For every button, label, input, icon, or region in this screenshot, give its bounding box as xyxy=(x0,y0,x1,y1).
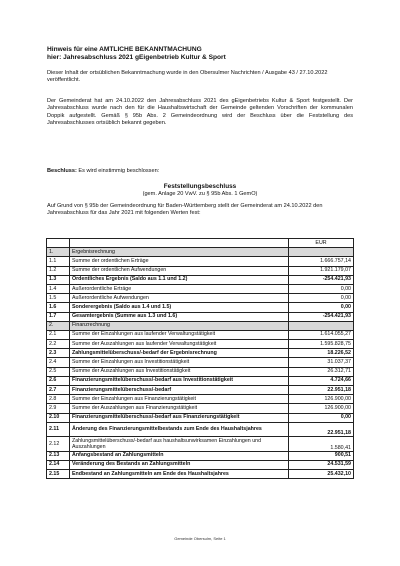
row-value: 0,00 xyxy=(289,413,354,422)
row-value: 4.724,66 xyxy=(289,376,354,385)
row-number: 1.6 xyxy=(47,303,70,312)
row-label: Sonderergebnis (Saldo aus 1.4 und 1.5) xyxy=(70,303,289,312)
header-line-2: hier: Jahresabschluss 2021 gEigenbetrieb Kultur & Sport xyxy=(47,54,226,62)
table-row xyxy=(47,437,354,451)
row-value: 1.614.055,27 xyxy=(289,330,354,339)
page-footer: Gemeinde Obersulm, Seite 1 xyxy=(174,536,226,541)
row-number: 1. xyxy=(47,248,70,257)
row-value: 1.921.179,07 xyxy=(289,266,354,275)
table-row xyxy=(47,413,354,422)
table-row xyxy=(47,367,354,376)
row-number: 2.10 xyxy=(47,413,70,422)
row-label: Summe der Auszahlungen aus laufender Verwaltungstätigkeit xyxy=(70,340,289,349)
table-row xyxy=(47,469,354,478)
row-label: Summe der ordentlichen Aufwendungen xyxy=(70,266,289,275)
table-row xyxy=(47,257,354,266)
table-header-row xyxy=(47,239,354,248)
row-label: Finanzierungsmittelüberschuss/-bedarf aus Investitionstätigkeit xyxy=(70,376,289,385)
row-value: 24.531,59 xyxy=(289,460,354,469)
row-label: Finanzierungsmittelüberschuss/-bedarf xyxy=(70,386,289,395)
resolution-paragraph: Auf Grund von § 95b der Gemeindeordnung für Baden-Württemberg stellt der Gemeinderat am 24.10.2022 den Jahresabschluss für das Jahr 2021 mit folgenden Werten fest: xyxy=(47,203,323,217)
row-label: Gesamtergebnis (Summe aus 1.3 und 1.6) xyxy=(70,312,289,321)
row-label: Außerordentliche Aufwendungen xyxy=(70,294,289,303)
intro-paragraph: Dieser Inhalt der ortsüblichen Bekanntmachung wurde in den Obersulmer Nachrichten / Ausgabe 43 / 27.10.2022 veröffentlicht. xyxy=(47,70,328,84)
table-row xyxy=(47,266,354,275)
table-row xyxy=(47,294,354,303)
row-label: Änderung des Finanzierungsmittelbestands zum Ende des Haushaltsjahres xyxy=(70,422,289,436)
row-value: 0,00 xyxy=(289,303,354,312)
row-number: 2.12 xyxy=(47,437,70,451)
row-label: Veränderung des Bestands an Zahlungsmitteln xyxy=(70,460,289,469)
currency-header: EUR xyxy=(289,239,354,248)
row-value xyxy=(289,321,354,330)
table-row xyxy=(47,312,354,321)
table-row xyxy=(47,460,354,469)
row-value: 22.951,18 xyxy=(289,422,354,436)
table-section-row xyxy=(47,321,354,330)
row-number: 1.4 xyxy=(47,284,70,293)
table-section-row xyxy=(47,248,354,257)
row-number: 1.2 xyxy=(47,266,70,275)
row-value: 900,51 xyxy=(289,451,354,460)
row-number: 1.5 xyxy=(47,294,70,303)
table-row xyxy=(47,303,354,312)
row-value: 1.595.828,75 xyxy=(289,340,354,349)
row-label: Außerordentliche Erträge xyxy=(70,284,289,293)
row-number: 2.1 xyxy=(47,330,70,339)
table-row xyxy=(47,386,354,395)
row-number: 2.6 xyxy=(47,376,70,385)
decision-paragraph: Der Gemeinderat hat am 24.10.2022 den Jahresabschluss 2021 des gEigenbetriebs Kultur & Sport festgestellt. Der Jahresabschluss wurde nach den für die Haushaltswirtschaft der Gemeinde geltenden Vorschriften der kommunalen Doppik aufgestellt. Gemäß § 95b Abs. 2 Gemeindeordnung wird der Beschluss über die Feststellung des Jahresabschlusses ortsüblich bekannt gegeben. xyxy=(47,98,353,127)
resolution-text: Es wird einstimmig beschlossen: xyxy=(76,168,160,174)
row-label: Summe der Auszahlungen aus Finanzierungstätigkeit xyxy=(70,404,289,413)
table-row xyxy=(47,451,354,460)
row-number: 2.3 xyxy=(47,349,70,358)
table-row xyxy=(47,349,354,358)
row-label: Summe der ordentlichen Erträge xyxy=(70,257,289,266)
row-number: 2.11 xyxy=(47,422,70,436)
row-value: 0,00 xyxy=(289,284,354,293)
row-number: 2. xyxy=(47,321,70,330)
table-row xyxy=(47,376,354,385)
row-label: Anfangsbestand an Zahlungsmitteln xyxy=(70,451,289,460)
table-row xyxy=(47,284,354,293)
table-row xyxy=(47,422,354,436)
row-value: 18.226,52 xyxy=(289,349,354,358)
table-row xyxy=(47,395,354,404)
row-label: Endbestand an Zahlungsmitteln am Ende des Haushaltsjahres xyxy=(70,469,289,478)
row-value: 126.900,00 xyxy=(289,395,354,404)
row-label: Zahlungsmittelüberschuss/-bedarf aus haushaltsunwirksamen Einzahlungen und Auszahlungen xyxy=(70,437,289,451)
row-number: 2.13 xyxy=(47,451,70,460)
row-number: 1.1 xyxy=(47,257,70,266)
financial-table xyxy=(46,238,354,479)
table-row xyxy=(47,275,354,284)
row-number: 1.7 xyxy=(47,312,70,321)
row-label: Summe der Einzahlungen aus laufender Verwaltungstätigkeit xyxy=(70,330,289,339)
row-value xyxy=(289,248,354,257)
row-value: 1.666.757,14 xyxy=(289,257,354,266)
row-label: Finanzierungsmittelüberschuss/-bedarf aus Finanzierungstätigkeit xyxy=(70,413,289,422)
resolution-label: Beschluss: xyxy=(47,168,77,174)
table-row xyxy=(47,358,354,367)
row-label: Summe der Auszahlungen aus Investitionstätigkeit xyxy=(70,367,289,376)
row-number: 2.5 xyxy=(47,367,70,376)
row-number: 2.8 xyxy=(47,395,70,404)
row-label: Ergebnisrechnung xyxy=(70,248,289,257)
row-number: 2.7 xyxy=(47,386,70,395)
row-label: Ordentliches Ergebnis (Saldo aus 1.1 und 1.2) xyxy=(70,275,289,284)
row-number: 2.15 xyxy=(47,469,70,478)
row-value: -254.421,93 xyxy=(289,312,354,321)
row-number: 2.9 xyxy=(47,404,70,413)
table-row xyxy=(47,330,354,339)
resolution-line xyxy=(47,168,353,175)
resolution-title: Feststellungsbeschluss xyxy=(163,183,237,190)
table-row xyxy=(47,404,354,413)
notice-header xyxy=(47,46,226,63)
row-label: Finanzrechnung xyxy=(70,321,289,330)
row-value: 31.037,37 xyxy=(289,358,354,367)
row-value: 25.432,10 xyxy=(289,469,354,478)
row-number: 2.4 xyxy=(47,358,70,367)
resolution-subtitle: (gem. Anlage 20 VwV. zu § 95b Abs. 1 GemO) xyxy=(142,191,258,197)
row-label: Summe der Einzahlungen aus Investitionstätigkeit xyxy=(70,358,289,367)
header-line-1: Hinweis für eine AMTLICHE BEKANNTMACHUNG xyxy=(47,46,202,53)
row-value: 22.951,18 xyxy=(289,386,354,395)
row-value: 126.900,00 xyxy=(289,404,354,413)
row-value: 0,00 xyxy=(289,294,354,303)
row-number: 1.3 xyxy=(47,275,70,284)
row-value: -254.421,93 xyxy=(289,275,354,284)
row-number: 2.14 xyxy=(47,460,70,469)
row-label: Zahlungsmittelüberschuss/-bedarf der Ergebnisrechnung xyxy=(70,349,289,358)
row-label: Summe der Einzahlungen aus Finanzierungstätigkeit xyxy=(70,395,289,404)
row-number: 2.2 xyxy=(47,340,70,349)
row-value: 26.312,71 xyxy=(289,367,354,376)
row-value: 1.580,41 xyxy=(289,437,354,451)
table-row xyxy=(47,340,354,349)
